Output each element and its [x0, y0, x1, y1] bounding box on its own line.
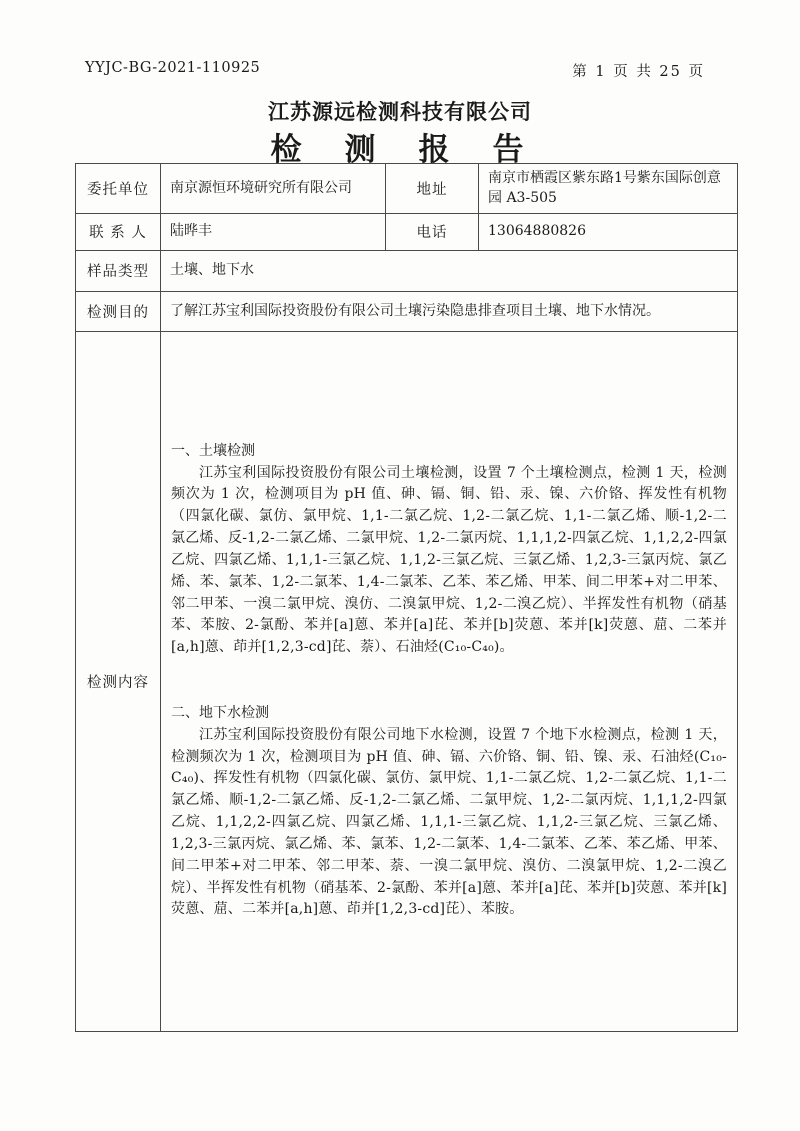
report-title: 检 测 报 告: [270, 132, 530, 168]
report-info-table: [75, 163, 738, 1032]
table-row-content: [76, 331, 738, 1031]
content-value: [161, 331, 738, 1031]
table-row-contact: [76, 213, 738, 250]
soil-section-body: 江苏宝利国际投资股份有限公司土壤检测，设置 7 个土壤检测点，检测 1 天，检测频次为 1 次，检测项目为 pH 值、砷、镉、铜、铅、汞、镍、六价铬、挥发性有机物（四氯化碳、氯仿、氯甲烷、1,1-二氯乙烷、1,2-二氯乙烷、1,1-二氯乙烯、顺-1,2-二氯乙烯、反-1,2-二氯乙烯、二氯甲烷、1,2-二氯丙烷、1,1,1,2-四氯乙烷、1,1,2,2-四氯乙烷、四氯乙烯、1,1,1-三氯乙烷、1,1,2-三氯乙烷、三氯乙烯、1,2,3-三氯丙烷、氯乙烯、苯、氯苯、1,2-二氯苯、1,4-二氯苯、乙苯、苯乙烯、甲苯、间二甲苯+对二甲苯、邻二甲苯、一溴二氯甲烷、溴仿、二溴氯甲烷、1,2-二溴乙烷）、半挥发性有机物（硝基苯、苯胺、2-氯酚、苯并[a]蒽、苯并[a]芘、苯并[b]荧蒽、苯并[k]荧蒽、䓛、二苯并[a,h]蒽、茚并[1,2,3-cd]芘、萘）、石油烃(C₁₀-C₄₀)。: [171, 464, 727, 656]
sample-type-value: 土壤、地下水: [161, 250, 738, 291]
client-value: 南京源恒环境研究所有限公司: [161, 164, 386, 214]
purpose-label: 检测目的: [76, 291, 161, 331]
table-row-sample-type: [76, 250, 738, 291]
address-label: 地址: [386, 164, 479, 214]
phone-value: 13064880826: [479, 213, 738, 250]
company-name: 江苏源远检测科技有限公司: [268, 99, 532, 124]
page-indicator: 第 1 页 共 25 页: [572, 64, 705, 80]
phone-label: 电话: [386, 213, 479, 250]
table-row-purpose: [76, 291, 738, 331]
document-number: YYJC-BG-2021-110925: [85, 60, 261, 76]
groundwater-section-title: 二、地下水检测: [171, 705, 269, 722]
sample-type-label: 样品类型: [76, 250, 161, 291]
content-sections: [161, 435, 737, 927]
table-row-client: [76, 164, 738, 214]
soil-section-title: 一、土壤检测: [171, 442, 255, 459]
client-label: 委托单位: [76, 164, 161, 214]
groundwater-section-body: 江苏宝利国际投资股份有限公司地下水检测，设置 7 个地下水检测点，检测 1 天，检测频次为 1 次，检测项目为 pH 值、砷、镉、六价铬、铜、铅、镍、汞、石油烃(C₁₀-C₄₀)、挥发性有机物（四氯化碳、氯仿、氯甲烷、1,1-二氯乙烷、1,2-二氯乙烷、1,1-二氯乙烯、顺-1,2-二氯乙烯、反-1,2-二氯乙烯、二氯甲烷、1,2-二氯丙烷、1,1,1,2-四氯乙烷、1,1,2,2-四氯乙烷、四氯乙烯、1,1,1-三氯乙烷、1,1,2-三氯乙烷、三氯乙烯、1,2,3-三氯丙烷、氯乙烯、苯、氯苯、1,2-二氯苯、1,4-二氯苯、乙苯、苯乙烯、甲苯、间二甲苯+对二甲苯、邻二甲苯、萘、一溴二氯甲烷、溴仿、二溴氯甲烷、1,2-二溴乙烷）、半挥发性有机物（硝基苯、2-氯酚、苯并[a]蒽、苯并[a]芘、苯并[b]荧蒽、苯并[k]荧蒽、䓛、二苯并[a,h]蒽、茚并[1,2,3-cd]芘）、苯胺。: [171, 726, 727, 918]
soil-section: [171, 441, 727, 659]
page-header: [85, 60, 705, 81]
groundwater-section: [171, 703, 727, 921]
contact-value: 陆晔丰: [161, 213, 386, 250]
purpose-value: 了解江苏宝利国际投资股份有限公司土壤污染隐患排查项目土壤、地下水情况。: [161, 291, 738, 331]
content-label: 检测内容: [76, 331, 161, 1031]
contact-label: 联 系 人: [76, 213, 161, 250]
address-value: 南京市栖霞区紫东路1号紫东国际创意园 A3-505: [479, 164, 738, 214]
